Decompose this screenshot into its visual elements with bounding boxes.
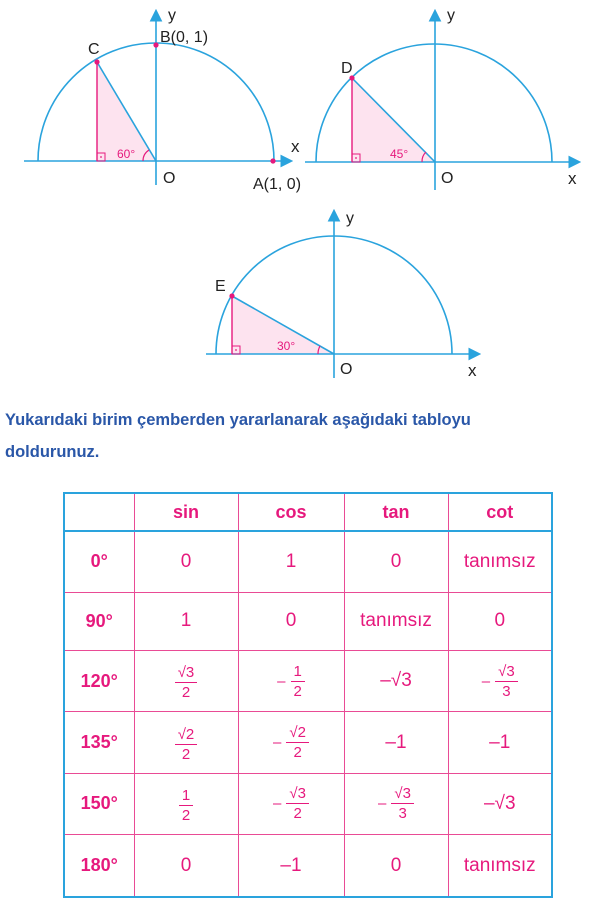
fraction-denominator: 2	[293, 682, 302, 700]
value-cell-cos	[238, 712, 344, 773]
header-cos: cos	[238, 493, 344, 531]
value-cell-cos	[238, 773, 344, 834]
header-sin: sin	[134, 493, 238, 531]
angle-cell: 135°	[64, 712, 134, 773]
figure-1	[24, 7, 301, 193]
fraction-numerator: √3	[495, 663, 518, 682]
fraction-sign: –	[277, 672, 286, 690]
fraction-numerator: √2	[175, 726, 198, 745]
fig2-y-label: y	[447, 7, 455, 24]
value-cell-cot	[448, 773, 552, 834]
fraction-numerator: √3	[391, 785, 414, 804]
fraction-sign: –	[481, 672, 491, 690]
cell-value: 0	[390, 550, 402, 572]
header-cot: cot	[448, 493, 552, 531]
trig-table	[63, 492, 553, 898]
fraction	[495, 663, 518, 700]
value-cell-tan	[344, 651, 448, 712]
angle-cell: 0°	[64, 531, 134, 592]
header-tan: tan	[344, 493, 448, 531]
value-cell-cos	[238, 592, 344, 650]
value-cell-cot	[448, 712, 552, 773]
instruction-line-1: Yukarıdaki birim çemberden yararlanarak aşağıdaki tabloyu	[5, 411, 471, 429]
value-cell-tan	[344, 712, 448, 773]
angle-cell: 120°	[64, 651, 134, 712]
table-corner	[64, 493, 134, 531]
fraction-numerator: √3	[286, 785, 309, 804]
fraction	[391, 785, 414, 822]
fraction	[286, 785, 309, 822]
cell-value: 0	[390, 854, 402, 876]
angle-cell: 150°	[64, 773, 134, 834]
fig1-point-c-label: C	[88, 41, 100, 58]
fraction-denominator: 3	[502, 682, 511, 700]
cell-value: 1	[180, 610, 192, 632]
fraction-numerator: 1	[291, 663, 305, 682]
value-cell-tan	[344, 835, 448, 897]
value-cell-tan	[344, 773, 448, 834]
cell-value: tanımsız	[360, 610, 432, 632]
instruction-text	[5, 404, 615, 468]
fig1-angle-label: 60°	[117, 147, 136, 161]
fraction-denominator: 3	[398, 805, 407, 823]
fraction-value	[179, 787, 193, 824]
cell-value: 0	[285, 610, 297, 632]
fig2-angle-label: 45°	[390, 147, 409, 161]
fraction	[179, 787, 193, 824]
fraction-value	[482, 663, 518, 700]
value-cell-sin	[134, 592, 238, 650]
figure-2	[305, 7, 578, 190]
value-cell-cos	[238, 651, 344, 712]
fig2-x-label: x	[568, 169, 577, 188]
fraction-denominator: 2	[293, 805, 302, 823]
table-row	[64, 651, 552, 712]
fig1-point-b-dot	[153, 42, 158, 47]
fig1-point-b-label: B(0, 1)	[160, 29, 209, 46]
fraction	[175, 664, 198, 701]
fig2-origin-label: O	[441, 170, 454, 187]
fraction	[175, 726, 198, 763]
fraction-numerator: √2	[286, 724, 309, 743]
angle-cell: 180°	[64, 835, 134, 897]
table-row	[64, 712, 552, 773]
fraction-sign: –	[273, 795, 282, 813]
table-row	[64, 773, 552, 834]
fraction	[291, 663, 305, 700]
cell-value: 1	[285, 550, 297, 572]
value-cell-sin	[134, 531, 238, 592]
cell-value: –√3	[483, 792, 516, 814]
cell-value: –√3	[380, 670, 412, 692]
cell-value: 0	[180, 550, 192, 572]
fig3-angle-label: 30°	[277, 339, 296, 353]
fig1-point-a-dot	[270, 158, 275, 163]
unit-circle-figures	[0, 0, 615, 400]
fraction-sign: –	[378, 795, 387, 813]
fig3-point-e-dot	[229, 293, 234, 298]
fig3-point-e-label: E	[215, 278, 226, 295]
angle-cell: 90°	[64, 592, 134, 650]
table-row	[64, 531, 552, 592]
fraction-numerator: √3	[175, 664, 198, 683]
table-row	[64, 835, 552, 897]
value-cell-cot	[448, 651, 552, 712]
value-cell-sin	[134, 712, 238, 773]
fraction-denominator: 2	[293, 744, 302, 762]
fraction-value	[273, 724, 309, 761]
fig2-point-d-label: D	[341, 60, 353, 77]
value-cell-cos	[238, 835, 344, 897]
cell-value: tanımsız	[463, 854, 536, 876]
value-cell-tan	[344, 592, 448, 650]
cell-value: 0	[494, 610, 506, 632]
fraction-value	[277, 663, 305, 700]
fig3-origin-label: O	[340, 361, 353, 378]
fraction-value	[175, 664, 198, 701]
fraction-denominator: 2	[181, 745, 191, 763]
fraction-sign: –	[273, 734, 282, 752]
cell-value: tanımsız	[463, 550, 536, 572]
cell-value: –1	[385, 731, 407, 753]
value-cell-cot	[448, 835, 552, 897]
value-cell-sin	[134, 773, 238, 834]
value-cell-cot	[448, 592, 552, 650]
fig3-y-label: y	[346, 210, 354, 227]
fraction	[286, 724, 309, 761]
fig1-point-a-label: A(1, 0)	[253, 176, 302, 193]
value-cell-cos	[238, 531, 344, 592]
fig1-y-label: y	[168, 7, 176, 24]
value-cell-sin	[134, 651, 238, 712]
table-row	[64, 592, 552, 650]
fig1-point-c-dot	[94, 59, 99, 64]
fraction-numerator: 1	[179, 787, 193, 806]
fraction-denominator: 2	[181, 806, 191, 824]
fraction-value	[273, 785, 309, 822]
cell-value: 0	[180, 854, 192, 876]
fig3-x-label: x	[468, 361, 477, 380]
fraction-denominator: 2	[181, 684, 191, 702]
value-cell-sin	[134, 835, 238, 897]
figure-3	[206, 210, 478, 380]
cell-value: –1	[280, 854, 302, 876]
value-cell-tan	[344, 531, 448, 592]
fig1-origin-label: O	[163, 170, 176, 187]
fig1-x-label: x	[291, 137, 300, 156]
cell-value: –1	[489, 731, 511, 753]
fraction-value	[378, 785, 414, 822]
fraction-value	[175, 726, 198, 763]
instruction-line-2: doldurunuz.	[5, 443, 100, 461]
value-cell-cot	[448, 531, 552, 592]
